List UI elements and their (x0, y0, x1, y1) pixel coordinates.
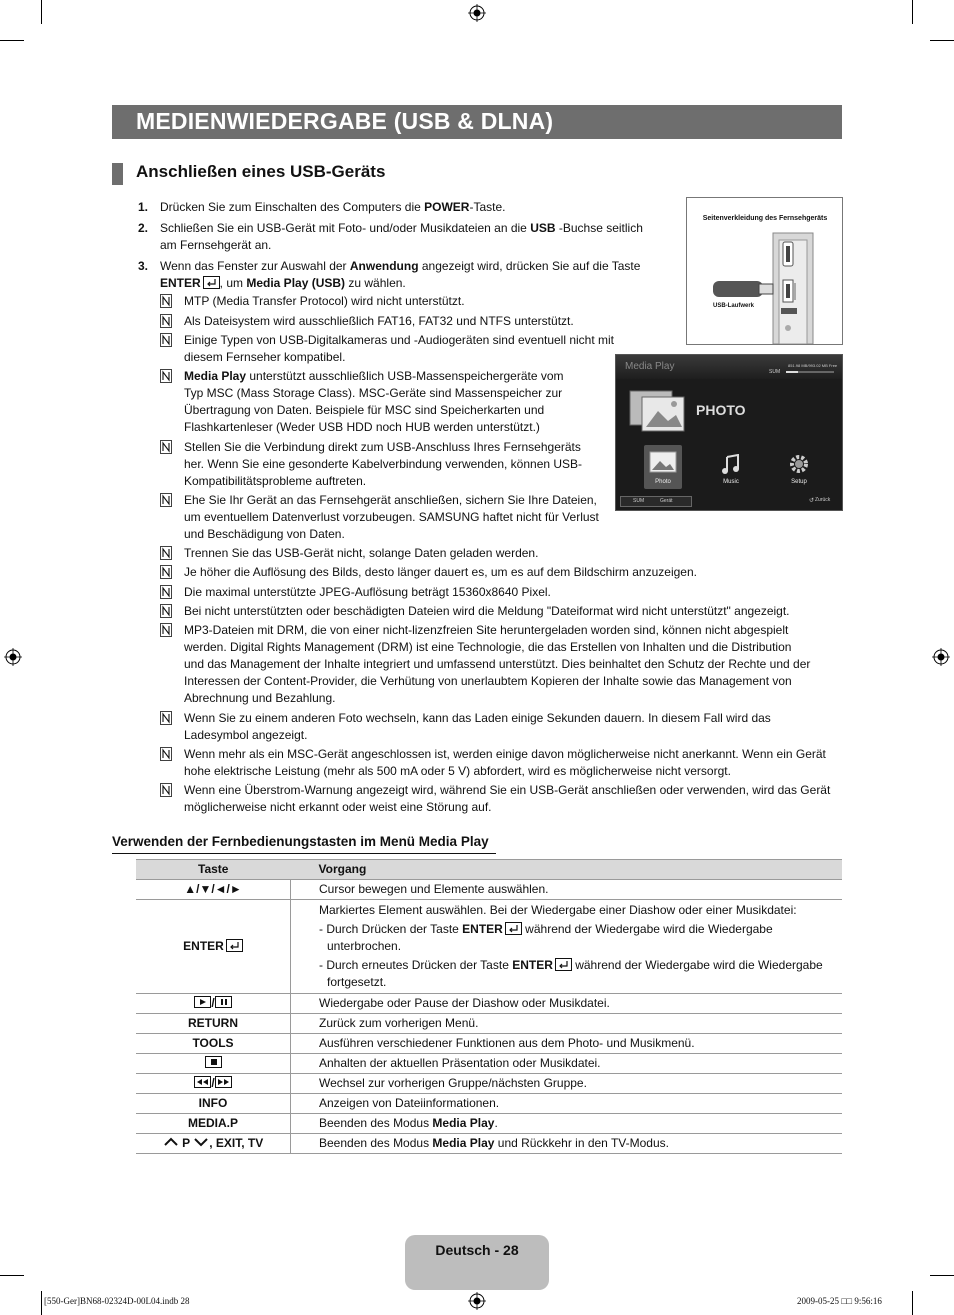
note-item (160, 332, 630, 366)
note-text: und Beschädigung von Daten. (184, 527, 345, 541)
note-item (160, 439, 600, 490)
enter-action (291, 900, 843, 994)
screen-title: Media Play (625, 361, 675, 372)
note-icon (160, 565, 172, 579)
note-item (160, 746, 850, 780)
action-text: Cursor bewegen und Elemente auswählen. (291, 880, 843, 900)
pause-icon (215, 996, 232, 1008)
note-icon (160, 333, 172, 347)
note-item (160, 603, 840, 620)
step-text: angezeigt wird, drücken Sie auf die Taste (418, 259, 641, 273)
note-text: diesem Fernseher kompatibel. (184, 350, 346, 364)
table-row (136, 994, 842, 1014)
step-number: 2. (138, 221, 149, 235)
action-text: Beenden des Modus (319, 1136, 433, 1150)
exit-action (291, 1134, 843, 1154)
action-text: Wiedergabe oder Pause der Diashow oder Musikdatei. (291, 994, 843, 1014)
table-row (136, 1054, 842, 1074)
note-text: Wenn mehr als ein MSC-Gerät angeschlossen ist, werden einige davon möglicherweise nicht anerkannt. Wenn ein Gerät (184, 747, 826, 761)
note-item (160, 293, 660, 310)
action-text: - Durch Drücken der Taste (319, 922, 463, 936)
note-text: werden. Digital Rights Management (DRM) ist eine Technologie, die das Erstellen von Inhalten und die Distribution (184, 640, 792, 654)
step-text: am Fernsehgerät an. (160, 238, 272, 252)
step-text: , um (219, 276, 247, 290)
note-text: Je höher die Auflösung des Bilds, desto länger dauert es, um es auf dem Bildschirm anzuzeigen. (184, 565, 697, 579)
crop-mark (0, 40, 24, 41)
key-enter (136, 900, 291, 994)
action-text: und Rückkehr in den TV-Modus. (494, 1136, 669, 1150)
step-bold: USB (530, 221, 556, 235)
note-text: MTP (Media Transfer Protocol) wird nicht unterstützt. (184, 294, 465, 308)
note-text: Ladesymbol angezeigt. (184, 728, 308, 742)
note-icon (160, 585, 172, 599)
note-item (160, 782, 850, 816)
usb-drive-label: USB-Laufwerk (713, 303, 755, 309)
mediap-action (291, 1114, 843, 1134)
step-number: 1. (138, 200, 149, 214)
action-text: Zurück zum vorherigen Menü. (291, 1014, 843, 1034)
note-icon (160, 546, 172, 560)
note-icon (160, 369, 172, 383)
note-icon (160, 783, 172, 797)
registration-mark-icon (932, 648, 950, 666)
key-label: P (182, 1136, 190, 1150)
photo-item-label[interactable]: Photo (655, 479, 671, 485)
device-bar (620, 496, 692, 507)
step-text: Wenn das Fenster zur Auswahl der (160, 259, 350, 273)
note-icon (160, 440, 172, 454)
music-item-label[interactable]: Music (723, 479, 739, 485)
step-text: zu wählen. (345, 276, 406, 290)
note-text: Übertragung von Daten. Beispiele für MSC sind Speicherkarten und (184, 403, 545, 417)
note-item (160, 564, 840, 581)
fast-forward-icon (215, 1076, 232, 1088)
note-text: um eventuellem Datenverlust vorzubeugen. SAMSUNG haftet nicht für Verlust (184, 510, 599, 524)
photo-icon[interactable] (649, 451, 677, 473)
storage-label: 851.98 MB/993.02 MB Free (788, 363, 838, 368)
step-bold: POWER (424, 200, 470, 214)
registration-mark-icon (468, 1292, 486, 1310)
play-icon (194, 996, 211, 1008)
key-label: ENTER (183, 939, 224, 953)
note-item (160, 492, 620, 543)
crop-mark (930, 1275, 954, 1276)
note-item (160, 710, 850, 744)
enter-key-icon (203, 276, 220, 289)
key-exit (136, 1134, 291, 1154)
note-text: Wenn Sie zu einem anderen Foto wechseln, kann das Laden einige Sekunden dauern. In diesem Fall wird das (184, 711, 771, 725)
note-text: Trennen Sie das USB-Gerät nicht, solange Daten geladen werden. (184, 546, 539, 560)
note-text: Die maximal unterstützte JPEG-Auflösung beträgt 15360x8640 Pixel. (184, 585, 551, 599)
key-arrows: ▲/▼/◄/► (136, 880, 291, 900)
device-sum: SUM (633, 498, 645, 504)
action-bold: Media Play (432, 1136, 495, 1150)
note-text: Ehe Sie Ihr Gerät an das Fernsehgerät anschließen, sichern Sie Ihre Dateien, (184, 493, 597, 507)
step-number: 3. (138, 259, 149, 273)
step-text: Schließen Sie ein USB-Gerät mit Foto- und/oder Musikdateien an die (160, 221, 531, 235)
note-text: Kompatibilitätsprobleme auftreten. (184, 474, 367, 488)
col-key-header: Taste (136, 860, 291, 880)
crop-mark (930, 40, 954, 41)
setup-gear-icon[interactable] (788, 453, 810, 475)
page-number: Deutsch - 28 (435, 1242, 519, 1258)
note-text: unterstützt ausschließlich USB-Massenspeichergeräte vom (249, 369, 564, 383)
key-stop (136, 1054, 291, 1074)
key-label: ENTER (462, 922, 503, 936)
note-text: Abrechnung und Bezahlung. (184, 691, 336, 705)
note-bold: Media Play (184, 369, 247, 383)
action-text: Markiertes Element auswählen. Bei der Wiedergabe einer Diashow oder einer Musikdatei: (319, 903, 797, 917)
table-row (136, 1094, 842, 1114)
note-item (160, 622, 850, 707)
print-info-left: [550-Ger]BN68-02324D-00L04.indb 28 (44, 1296, 190, 1306)
action-text: Wechsel zur vorherigen Gruppe/nächsten Gruppe. (291, 1074, 843, 1094)
page-title: MEDIENWIEDERGABE (USB & DLNA) (136, 108, 554, 134)
page-title-bar (112, 105, 842, 139)
music-icon[interactable] (721, 454, 741, 476)
action-text: Anzeigen von Dateiinformationen. (291, 1094, 843, 1114)
step-bold: ENTER (160, 276, 201, 290)
action-text: . (494, 1116, 498, 1130)
table-row (136, 880, 842, 900)
table-row (136, 1034, 842, 1054)
note-text: MP3-Dateien mit DRM, die von einer nicht-lizenzfreien Site heruntergeladen worden sind, können nicht abgespielt (184, 623, 789, 637)
chevron-up-icon (163, 1137, 179, 1147)
figure-caption: Seitenverkleidung des Fernsehgeräts (702, 215, 828, 222)
registration-mark-icon (4, 648, 22, 666)
note-text: möglicherweise nicht erkannt oder weist eine Störung auf. (184, 800, 492, 814)
note-text: Einige Typen von USB-Digitalkameras und -Audiogeräten sind eventuell nicht mit (184, 333, 615, 347)
note-text: Bei nicht unterstützten oder beschädigten Dateien wird die Meldung "Dateiformat wird nicht unterstützt" angezeigt. (184, 604, 790, 618)
device-label: Gerät (660, 498, 673, 504)
note-item (160, 313, 660, 330)
table-heading: Verwenden der Fernbedienungstasten im Menü Media Play (112, 834, 489, 849)
action-text: Beenden des Modus (319, 1116, 433, 1130)
note-text: Interessen der Content-Provider, die Verhütung von unerlaubtem Kopieren der Inhalte sowie das Management von (184, 674, 792, 688)
crop-mark (41, 0, 42, 24)
key-label: ENTER (512, 958, 553, 972)
note-text: Flashkartenleser (Weder USB HDD noch HUB werden unterstützt.) (184, 420, 540, 434)
note-text: Typ MSC (Mass Storage Class). MSC-Geräte sind Massenspeicher zur (184, 386, 563, 400)
enter-key-icon (505, 922, 522, 935)
page-number-tab (405, 1235, 549, 1290)
section-title: Anschließen eines USB-Geräts (136, 162, 386, 181)
note-icon (160, 493, 172, 507)
enter-key-icon (226, 939, 243, 952)
note-item (160, 368, 600, 436)
return-icon: ↺ (809, 498, 815, 504)
action-text: fortgesetzt. (327, 975, 387, 989)
step-bold: Anwendung (349, 259, 419, 273)
photo-banner: PHOTO (696, 402, 746, 418)
section-marker (112, 163, 123, 185)
step-3 (138, 258, 678, 294)
usb-connection-illustration (687, 228, 842, 344)
action-text: während der Wiedergabe wird die Wiedergabe (571, 958, 823, 972)
rewind-icon (194, 1076, 211, 1088)
table-row (136, 900, 842, 994)
media-play-screen-figure (615, 354, 843, 511)
action-text: Ausführen verschiedener Funktionen aus dem Photo- und Musikmenü. (291, 1034, 843, 1054)
step-text: -Taste. (469, 200, 506, 214)
note-text (184, 368, 564, 385)
photo-stack-icon (628, 387, 688, 435)
key-media-p: MEDIA.P (136, 1114, 291, 1134)
remote-keys-table (136, 859, 842, 1154)
note-icon (160, 747, 172, 761)
key-info: INFO (136, 1094, 291, 1114)
key-return: RETURN (136, 1014, 291, 1034)
key-skip: / (136, 1074, 291, 1094)
note-icon (160, 294, 172, 308)
note-text: Stellen Sie die Verbindung direkt zum USB-Anschluss Ihres Fernsehgeräts (184, 440, 581, 454)
step-text: -Buchse seitlich (555, 221, 643, 235)
note-icon (160, 604, 172, 618)
enter-key-icon (555, 958, 572, 971)
action-bold: Media Play (432, 1116, 495, 1130)
table-header-row (136, 860, 842, 880)
key-play-pause: / (136, 994, 291, 1014)
return-label[interactable]: Zurück (815, 497, 831, 503)
tv-side-panel-figure (686, 197, 843, 345)
print-info-right: 2009-05-25 □□ 9:56:16 (797, 1296, 882, 1306)
table-row (136, 1074, 842, 1094)
key-tools: TOOLS (136, 1034, 291, 1054)
step-1 (138, 199, 668, 217)
storage-bar (786, 371, 834, 373)
note-item (160, 545, 840, 562)
note-text: Wenn eine Überstrom-Warnung angezeigt wird, während Sie ein USB-Gerät anschließen oder verwenden, wird das Gerät (184, 783, 831, 797)
col-action-header: Vorgang (291, 860, 843, 880)
crop-mark (41, 1291, 42, 1315)
step-bold: Media Play (USB) (246, 276, 346, 290)
table-row (136, 1014, 842, 1034)
note-icon (160, 623, 172, 637)
step-text: Drücken Sie zum Einschalten des Computers die (160, 200, 425, 214)
note-text: Als Dateisystem wird ausschließlich FAT16, FAT32 und NTFS unterstützt. (184, 314, 574, 328)
registration-mark-icon (468, 4, 486, 22)
heading-underline (112, 853, 496, 854)
setup-item-label[interactable]: Setup (791, 479, 807, 485)
note-text: her. Wenn Sie eine gesonderte Kabelverbindung verwenden, können USB- (184, 457, 583, 471)
note-icon (160, 711, 172, 725)
crop-mark (912, 1291, 913, 1315)
note-text: und das Management der Inhalte integriert und umfassend unterstützt. Dies beinhaltet den Schutz der Rechte und der (184, 657, 811, 671)
note-item (160, 584, 840, 601)
action-text: unterbrochen. (327, 939, 402, 953)
action-text: - Durch erneutes Drücken der Taste (319, 958, 513, 972)
sum-label: SUM (769, 369, 781, 375)
chevron-down-icon (193, 1137, 209, 1147)
step-2 (138, 220, 678, 256)
table-row (136, 1114, 842, 1134)
note-icon (160, 314, 172, 328)
action-text: während der Wiedergabe wird die Wiedergabe (521, 922, 773, 936)
note-text: hohe elektrische Leistung (mehr als 500 mA oder 5 V) abfordert, wird es möglicherweise nicht versorgt. (184, 764, 731, 778)
crop-mark (912, 0, 913, 24)
table-row (136, 1134, 842, 1154)
crop-mark (0, 1275, 24, 1276)
key-label: , EXIT, TV (209, 1136, 264, 1150)
action-text: Anhalten der aktuellen Präsentation oder Musikdatei. (291, 1054, 843, 1074)
stop-icon (205, 1056, 222, 1068)
